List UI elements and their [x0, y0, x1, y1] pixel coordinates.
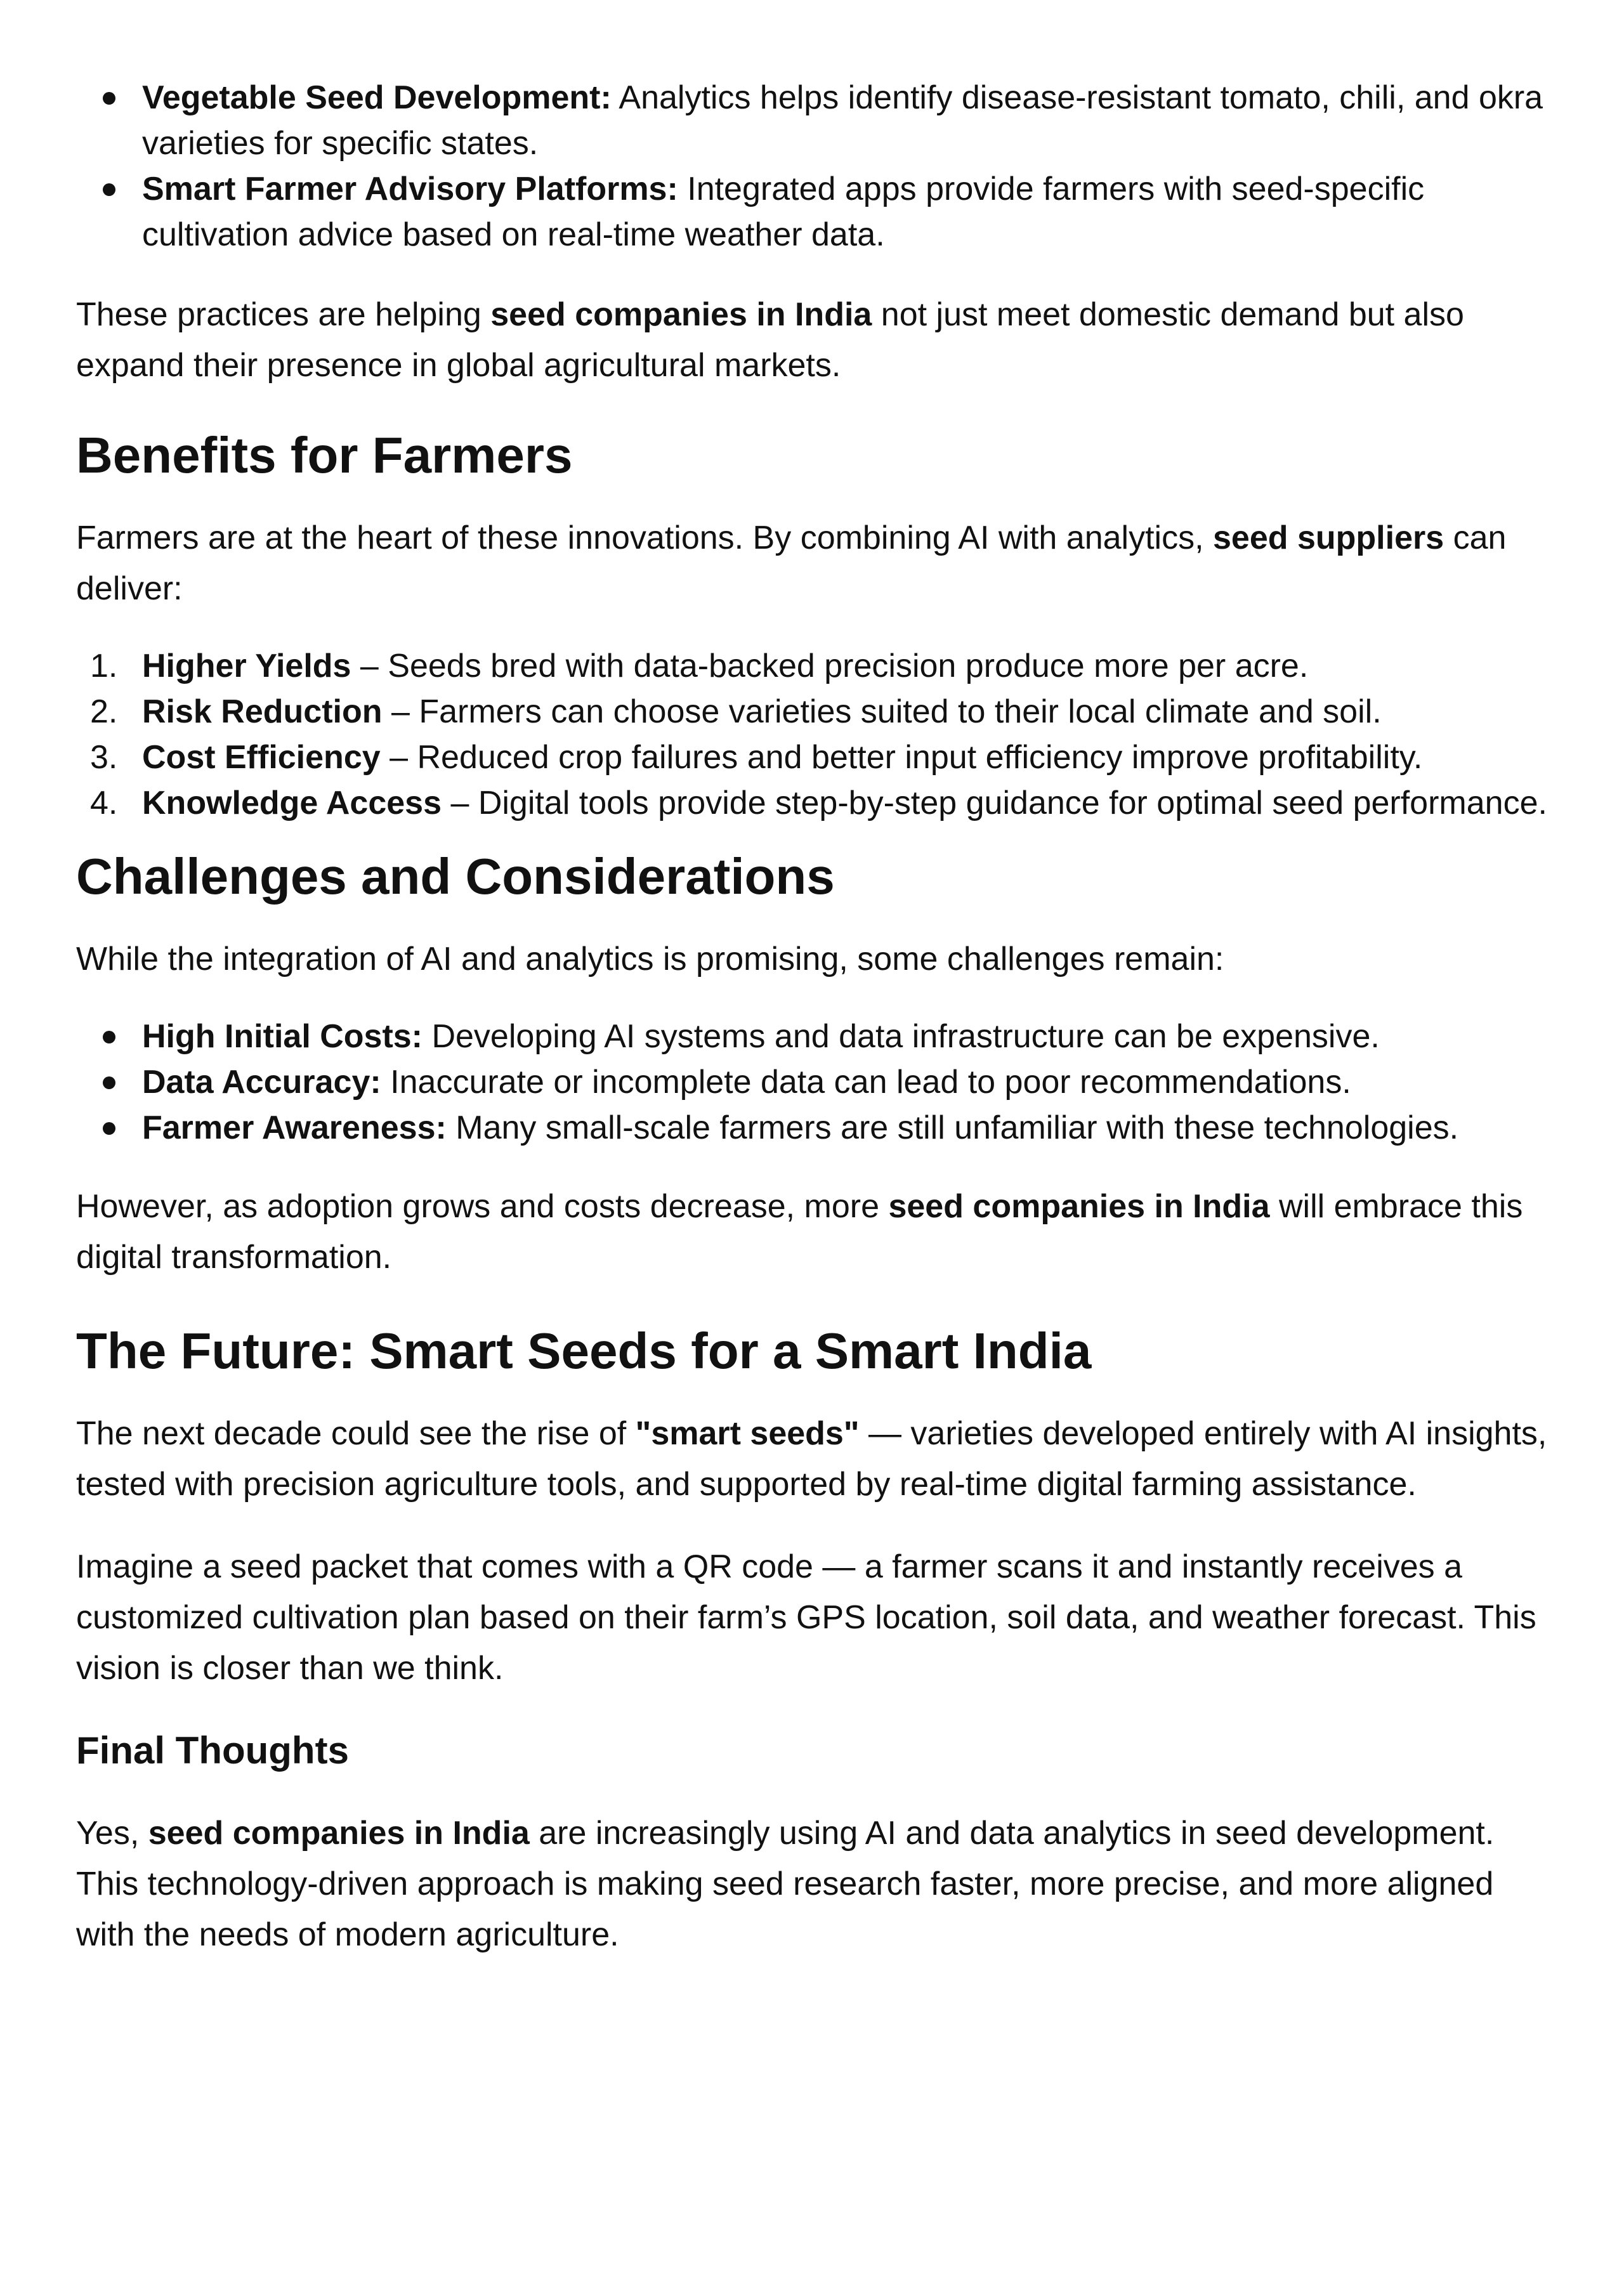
- heading-final-thoughts: Final Thoughts: [76, 1729, 349, 1772]
- item-text: – Reduced crop failures and better input efficiency improve profitability.: [380, 739, 1423, 776]
- list-item: [76, 75, 1554, 166]
- heading-benefits: Benefits for Farmers: [76, 427, 573, 483]
- challenges-bullet-list: [76, 1014, 1554, 1151]
- list-item: [76, 1014, 1554, 1059]
- item-text: Inaccurate or incomplete data can lead to poor recommendations.: [381, 1064, 1351, 1101]
- item-text: – Farmers can choose varieties suited to their local climate and soil.: [382, 693, 1382, 730]
- highlight-seed-suppliers: seed suppliers: [1213, 520, 1444, 556]
- intro-bullet-list: [76, 75, 1554, 258]
- challenges-closing-paragraph: However, as adoption grows and costs decrease, more seed companies in India will embrace this digital transformation.: [76, 1188, 1523, 1276]
- item-term: Knowledge Access: [142, 785, 442, 821]
- intro-paragraph: These practices are helping seed companies in India not just meet domestic demand but also expand their presence in global agricultural markets.: [76, 296, 1464, 384]
- challenges-paragraph: While the integration of AI and analytics is promising, some challenges remain:: [76, 941, 1224, 978]
- highlight-seed-companies: seed companies in India: [490, 296, 872, 333]
- list-item: [76, 689, 1554, 735]
- item-term: Smart Farmer Advisory Platforms:: [142, 171, 678, 207]
- list-item: [76, 643, 1554, 689]
- future-paragraph-2: Imagine a seed packet that comes with a QR code — a farmer scans it and instantly receives a customized cultivation plan based on their farm’s GPS location, soil data, and weather forecast. This vision is closer than we think.: [76, 1548, 1536, 1687]
- item-term: Risk Reduction: [142, 693, 383, 730]
- list-item: [76, 166, 1554, 258]
- item-term: Higher Yields: [142, 648, 351, 684]
- item-number: 4.: [90, 785, 118, 821]
- item-term: Vegetable Seed Development:: [142, 79, 612, 116]
- item-term: Data Accuracy:: [142, 1064, 381, 1101]
- item-text: – Seeds bred with data-backed precision produce more per acre.: [351, 648, 1309, 684]
- item-text: Integrated apps provide farmers with seed-specific cultivation advice based on real-time weather data.: [142, 171, 1425, 253]
- item-term: Farmer Awareness:: [142, 1109, 447, 1146]
- benefits-paragraph: Farmers are at the heart of these innovations. By combining AI with analytics, seed suppliers can deliver:: [76, 520, 1507, 607]
- list-item: [76, 1105, 1554, 1151]
- highlight-seed-companies: seed companies in India: [888, 1188, 1270, 1225]
- item-text: Developing AI systems and data infrastructure can be expensive.: [422, 1018, 1380, 1055]
- final-paragraph: Yes, seed companies in India are increasingly using AI and data analytics in seed development. This technology-driven approach is making seed research faster, more precise, and more aligned with the needs of modern agriculture.: [76, 1815, 1495, 1953]
- item-term: Cost Efficiency: [142, 739, 381, 776]
- highlight-seed-companies: seed companies in India: [148, 1815, 530, 1852]
- item-number: 2.: [90, 693, 118, 730]
- heading-challenges: Challenges and Considerations: [76, 848, 835, 905]
- item-number: 1.: [90, 648, 118, 684]
- list-item: [76, 1059, 1554, 1105]
- item-text: Analytics helps identify disease-resistant tomato, chili, and okra varieties for specific states.: [142, 79, 1543, 162]
- list-item: [76, 780, 1554, 826]
- item-number: 3.: [90, 739, 118, 776]
- benefits-numbered-list: [76, 643, 1554, 826]
- article-body: [76, 63, 1554, 1960]
- list-item: [76, 735, 1554, 780]
- heading-future: The Future: Smart Seeds for a Smart India: [76, 1323, 1092, 1379]
- future-paragraph-1: The next decade could see the rise of "smart seeds" — varieties developed entirely with AI insights, tested with precision agriculture tools, and supported by real-time digital farming assistance.: [76, 1415, 1547, 1503]
- item-text: Many small-scale farmers are still unfamiliar with these technologies.: [446, 1109, 1459, 1146]
- item-text: – Digital tools provide step-by-step guidance for optimal seed performance.: [442, 785, 1547, 821]
- item-term: High Initial Costs:: [142, 1018, 422, 1055]
- highlight-smart-seeds: "smart seeds": [635, 1415, 860, 1452]
